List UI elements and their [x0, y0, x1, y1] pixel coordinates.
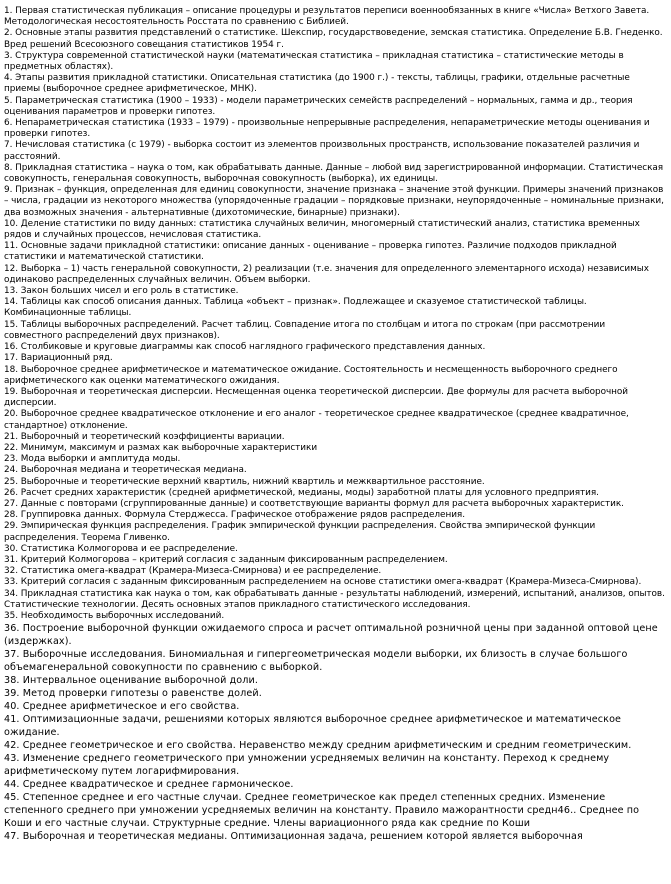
item-text: Изменение среднего геометрического при умножении усредняемых величин на константу. Переход к среднему арифметическому путем логарифмирования. [4, 753, 610, 778]
item-number: 22 [4, 442, 16, 453]
item-text: Оптимизационные задачи, решениями которых являются выборочное среднее арифметическое и математическое ожидание. [4, 714, 622, 739]
list-item: 27. Данные с повторами (сгруппированные данные) и соответствующие варианты формул для расчета выборочных характеристик. [4, 498, 624, 509]
item-number: 8 [4, 162, 10, 173]
list-item: 20. Выборочное среднее квадратическое отклонение и его аналог - теоретическое среднее квадратическое (среднее квадратичное, стандартное) отклонение. [4, 409, 629, 431]
list-item: 3. Структура современной статистической науки (математическая статистика – прикладная статистика – статистические методы в предметных областях). [4, 50, 624, 73]
item-text: Выборка – 1) часть генеральной совокупности, 2) реализации (т.е. значения для определенного элементарного исхода) независимых одинаково распределенных случайных величин. Объем выборки. [4, 263, 649, 285]
item-number: 28 [4, 510, 16, 521]
list-item: 33. Критерий согласия с заданным фиксированным распределением на основе статистики омега-квадрат (Крамера-Мизеса-Смирнова). [4, 577, 642, 588]
list-item: 23. Мода выборки и амплитуда моды. [4, 454, 181, 465]
list-item: 31. Критерий Колмогорова – критерий согласия с заданным фиксированным распределением. [4, 554, 448, 565]
list-item: 39. Метод проверки гипотезы о равенстве долей. [4, 688, 262, 700]
item-number: 10 [4, 218, 16, 229]
item-number: 20 [4, 409, 16, 420]
list-item: 34. Прикладная статистика как наука о том, как обрабатывать данные - результаты наблюдений, измерений, испытаний, анализов, опытов. Статистические технологии. Десять основных этапов прикладного статистического исследования. [4, 588, 665, 610]
item-number: 15 [4, 319, 16, 330]
item-number: 6 [4, 118, 10, 129]
list-item: 47. Выборочная и теоретическая медианы. Оптимизационная задача, решением которой является выборочная [4, 831, 583, 843]
item-text: Структура современной статистической науки (математическая статистика – прикладная статистика – статистические методы в предметных областях). [4, 50, 624, 73]
list-item: 2. Основные этапы развития представлений о статистике. Шекспир, государствоведение, земская статистика. Определение Б.В. Гнеденко. Вред решений Всесоюзного совещания статистиков 1954 г. [4, 28, 663, 50]
item-text: Эмпирическая функция распределения. График эмпирической функции распределения. Свойства эмпирической функции распределения. Теорема Гливенко. [4, 521, 596, 543]
item-text: Прикладная статистика как наука о том, как обрабатывать данные - результаты наблюдений, измерений, испытаний, анализов, опытов. Статистические технологии. Десять основных этапов прикладного статистического исследования. [4, 588, 665, 610]
item-number: 38 [4, 675, 17, 687]
item-text: Выборочная медиана и теоретическая медиана. [20, 465, 247, 476]
list-item: 4. Этапы развития прикладной статистики. Описательная статистика (до 1900 г.) - тексты, таблицы, графики, отдельные расчетные приемы (выборочное среднее арифметическое, МНК). [4, 73, 630, 95]
list-item: 1. Первая статистическая публикация – описание процедуры и результатов переписи военнообязанных в книге «Числа» Ветхого Завета. Методологическая несостоятельность Росстата по сравнению с Библией. [4, 6, 650, 28]
item-text: Статистика Колмогорова и ее распределение. [20, 543, 238, 554]
list-item: 40. Среднее арифметическое и его свойства. [4, 701, 240, 713]
list-item: 44. Среднее квадратическое и среднее гармоническое. [4, 779, 294, 791]
list-item: 16. Столбиковые и круговые диаграммы как способ наглядного графического представления данных. [4, 342, 486, 353]
list-item: 45. Степенное среднее и его частные случаи. Среднее геометрическое как предел степенных средних. Изменение степенного среднего при умножении усредняемых величин на константу. Правило мажорантности средн46.. Среднее по Коши и его частные случаи. Структурные средние. Члены вариационного ряда как средние по Коши [4, 792, 640, 830]
item-number: 18 [4, 364, 16, 375]
item-number: 24 [4, 465, 16, 476]
list-item: 42. Среднее геометрическое и его свойства. Неравенство между средним арифметическим и средним геометрическим. [4, 740, 632, 752]
item-number: 41 [4, 714, 17, 726]
item-text: Интервальное оценивание выборочной доли. [22, 675, 258, 687]
item-text: Нечисловая статистика (с 1979) - выборка состоит из элементов произвольных пространств, использование показателей различия и расстояний. [4, 140, 640, 162]
list-item: 30. Статистика Колмогорова и ее распределение. [4, 543, 238, 554]
item-text: Параметрическая статистика (1900 – 1933) - модели параметрических семейств распределений – нормальных, гамма и др., теория оценивания параметров и проверки гипотез. [4, 95, 633, 117]
item-number: 2 [4, 28, 10, 39]
item-text: Критерий Колмогорова – критерий согласия с заданным фиксированным распределением. [20, 554, 448, 565]
list-item: 24. Выборочная медиана и теоретическая медиана. [4, 465, 247, 476]
item-text: Выборочные исследования. Биномиальная и гипергеометрическая модели выборки, их близость в случае большого объемагенеральной совокупности по сравнению с выборкой. [4, 649, 628, 674]
item-number: 44 [4, 779, 17, 791]
item-text: Метод проверки гипотезы о равенстве долей. [22, 688, 262, 700]
list-item: 25. Выборочные и теоретические верхний квартиль, нижний квартиль и межквартильное расстояние. [4, 476, 485, 487]
item-number: 21 [4, 431, 16, 442]
list-item: 8. Прикладная статистика – наука о том, как обрабатывать данные. Данные – любой вид зарегистрированной информации. Статистическая совокупность, генеральная совокупность, выборочная совокупность (выборка), их единицы. [4, 162, 664, 185]
item-number: 29 [4, 521, 16, 532]
list-item: 36. Построение выборочной функции ожидаемого спроса и расчет оптимальной розничной цены при заданной оптовой цене (издержках). [4, 623, 658, 648]
item-number: 12 [4, 263, 16, 274]
item-text: Столбиковые и круговые диаграммы как способ наглядного графического представления данных. [20, 342, 486, 353]
item-text: Прикладная статистика – наука о том, как обрабатывать данные. Данные – любой вид зарегистрированной информации. Статистическая совокупность, генеральная совокупность, выборочная совокупность (выборка), их единицы. [4, 162, 664, 185]
item-text: Данные с повторами (сгруппированные данные) и соответствующие варианты формул для расчета выборочных характеристик. [20, 498, 624, 509]
item-text: Построение выборочной функции ожидаемого спроса и расчет оптимальной розничной цены при заданной оптовой цене (издержках). [4, 623, 658, 648]
item-text: Расчет средних характеристик (средней арифметической, медианы, моды) заработной платы для условного предприятия. [20, 487, 599, 498]
item-number: 25 [4, 476, 16, 487]
list-item: 26. Расчет средних характеристик (средней арифметической, медианы, моды) заработной платы для условного предприятия. [4, 487, 599, 498]
list-item: 38. Интервальное оценивание выборочной доли. [4, 675, 258, 687]
item-text: Выборочное среднее арифметическое и математическое ожидание. Состоятельность и несмещенность выборочного среднего арифметического как оценки математического ожидания. [4, 364, 618, 386]
item-text: Выборочные и теоретические верхний квартиль, нижний квартиль и межквартильное расстояние. [20, 476, 485, 487]
item-number: 39 [4, 688, 17, 700]
item-number: 40 [4, 701, 17, 713]
item-number: 36 [4, 623, 17, 635]
list-item: 18. Выборочное среднее арифметическое и математическое ожидание. Состоятельность и несмещенность выборочного среднего арифметического как оценки математического ожидания. [4, 364, 618, 386]
item-number: 7 [4, 140, 10, 151]
item-text: Признак – функция, определенная для единиц совокупности, значение признака – значение этой функции. Примеры значений признаков – числа, градации из некоторого множества (упорядоченные градации – порядковые признаки, неупорядоченные – номинальные признаки, два возможных значения - альтернативные (дихотомические, бинарные) признаки). [4, 185, 664, 218]
item-text: Статистика омега-квадрат (Крамера-Мизеса-Смирнова) и ее распределение. [20, 566, 382, 577]
list-item: 37. Выборочные исследования. Биномиальная и гипергеометрическая модели выборки, их близость в случае большого объемагенеральной совокупности по сравнению с выборкой. [4, 649, 628, 674]
list-item: 43. Изменение среднего геометрического при умножении усредняемых величин на константу. Переход к среднему арифметическому путем логарифмирования. [4, 753, 610, 778]
item-number: 47 [4, 831, 17, 843]
list-item: 17. Вариационный ряд. [4, 353, 113, 364]
item-number: 34 [4, 588, 16, 599]
item-number: 45 [4, 792, 17, 804]
document-body [4, 6, 666, 843]
list-item: 7. Нечисловая статистика (с 1979) - выборка состоит из элементов произвольных пространств, использование показателей различия и расстояний. [4, 140, 640, 162]
item-number: 4 [4, 73, 10, 84]
list-item: 21. Выборочный и теоретический коэффициенты вариации. [4, 431, 285, 442]
item-number: 31 [4, 554, 16, 565]
list-item: 12. Выборка – 1) часть генеральной совокупности, 2) реализации (т.е. значения для определенного элементарного исхода) независимых одинаково распределенных случайных величин. Объем выборки. [4, 263, 649, 285]
item-number: 19 [4, 386, 16, 397]
item-number: 11 [4, 241, 16, 252]
item-text: Непараметрическая статистика (1933 – 1979) - произвольные непрерывные распределения, непараметрические методы оценивания и проверки гипотез. [4, 118, 650, 140]
list-item: 9. Признак – функция, определенная для единиц совокупности, значение признака – значение этой функции. Примеры значений признаков – числа, градации из некоторого множества (упорядоченные градации – порядковые признаки, неупорядоченные – номинальные признаки, два возможных значения - альтернативные (дихотомические, бинарные) признаки). [4, 185, 664, 218]
item-number: 17 [4, 353, 16, 364]
list-item: 28. Группировка данных. Формула Стерджесса. Графическое отображение рядов распределения. [4, 510, 465, 521]
list-item: 32. Статистика омега-квадрат (Крамера-Мизеса-Смирнова) и ее распределение. [4, 566, 382, 577]
item-number: 42 [4, 740, 17, 752]
item-number: 5 [4, 95, 10, 106]
item-number: 37 [4, 649, 17, 661]
item-text: Этапы развития прикладной статистики. Описательная статистика (до 1900 г.) - тексты, таблицы, графики, отдельные расчетные приемы (выборочное среднее арифметическое, МНК). [4, 73, 630, 95]
list-item: 29. Эмпирическая функция распределения. График эмпирической функции распределения. Свойства эмпирической функции распределения. Теорема Гливенко. [4, 521, 596, 543]
item-number: 33 [4, 577, 16, 588]
item-text: Выборочная и теоретическая медианы. Оптимизационная задача, решением которой является выборочная [22, 831, 583, 843]
item-number: 43 [4, 753, 17, 765]
item-text: Степенное среднее и его частные случаи. Среднее геометрическое как предел степенных средних. Изменение степенного среднего при умножении усредняемых величин на константу. Правило мажорантности средн46.. Среднее по Коши и его частные случаи. Структурные средние. Члены вариационного ряда как средние по Коши [4, 792, 640, 830]
item-number: 35 [4, 610, 16, 621]
item-text: Мода выборки и амплитуда моды. [20, 454, 181, 465]
list-item: 35. Необходимость выборочных исследований. [4, 610, 225, 621]
item-text: Первая статистическая публикация – описание процедуры и результатов переписи военнообязанных в книге «Числа» Ветхого Завета. Методологическая несостоятельность Росстата по сравнению с Библией. [4, 6, 650, 28]
item-number: 32 [4, 566, 16, 577]
item-number: 26 [4, 487, 16, 498]
item-number: 13 [4, 286, 16, 297]
list-item: 10. Деление статистики по виду данных: статистика случайных величин, многомерный статистический анализ, статистика временных рядов и случайных процессов, нечисловая статистика. [4, 218, 640, 241]
list-item: 22. Минимум, максимум и размах как выборочные характеристики [4, 442, 318, 453]
item-text: Основные задачи прикладной статистики: описание данных - оценивание – проверка гипотез. Различие подходов прикладной статистики и математической статистики. [4, 241, 617, 263]
item-text: Необходимость выборочных исследований. [20, 610, 225, 621]
item-text: Среднее геометрическое и его свойства. Неравенство между средним арифметическим и средним геометрическим. [22, 740, 632, 752]
item-number: 27 [4, 498, 16, 509]
list-item: 6. Непараметрическая статистика (1933 – 1979) - произвольные непрерывные распределения, непараметрические методы оценивания и проверки гипотез. [4, 118, 650, 140]
item-text: Среднее арифметическое и его свойства. [22, 701, 240, 713]
item-number: 16 [4, 342, 16, 353]
item-text: Выборочный и теоретический коэффициенты вариации. [20, 431, 285, 442]
item-text: Закон больших чисел и его роль в статистике. [20, 286, 239, 297]
item-number: 30 [4, 543, 16, 554]
item-number: 1 [4, 6, 10, 16]
item-text: Деление статистики по виду данных: статистика случайных величин, многомерный статистический анализ, статистика временных рядов и случайных процессов, нечисловая статистика. [4, 218, 640, 241]
item-text: Среднее квадратическое и среднее гармоническое. [22, 779, 294, 791]
list-item: 41. Оптимизационные задачи, решениями которых являются выборочное среднее арифметическое и математическое ожидание. [4, 714, 622, 739]
list-item: 19. Выборочная и теоретическая дисперсии. Несмещенная оценка теоретической дисперсии. Две формулы для расчета выборочной дисперсии. [4, 386, 629, 409]
list-item: 14. Таблицы как способ описания данных. Таблица «объект – признак». Подлежащее и сказуемое статистической таблицы. Комбинационные таблицы. [4, 297, 587, 319]
item-text: Выборочная и теоретическая дисперсии. Несмещенная оценка теоретической дисперсии. Две формулы для расчета выборочной дисперсии. [4, 386, 629, 409]
item-text: Вариационный ряд. [20, 353, 113, 364]
item-number: 3 [4, 50, 10, 61]
item-number: 23 [4, 454, 16, 465]
list-item: 5. Параметрическая статистика (1900 – 1933) - модели параметрических семейств распределений – нормальных, гамма и др., теория оценивания параметров и проверки гипотез. [4, 95, 633, 117]
item-text: Основные этапы развития представлений о статистике. Шекспир, государствоведение, земская статистика. Определение Б.В. Гнеденко. Вред решений Всесоюзного совещания статистиков 1954 г. [4, 28, 663, 50]
item-number: 14 [4, 297, 16, 308]
list-item: 11. Основные задачи прикладной статистики: описание данных - оценивание – проверка гипотез. Различие подходов прикладной статистики и математической статистики. [4, 241, 617, 263]
list-item: 13. Закон больших чисел и его роль в статистике. [4, 286, 239, 297]
item-text: Выборочное среднее квадратическое отклонение и его аналог - теоретическое среднее квадратическое (среднее квадратичное, стандартное) отклонение. [4, 409, 629, 431]
item-number: 9 [4, 185, 10, 196]
item-text: Критерий согласия с заданным фиксированным распределением на основе статистики омега-квадрат (Крамера-Мизеса-Смирнова). [20, 577, 642, 588]
item-text: Таблицы как способ описания данных. Таблица «объект – признак». Подлежащее и сказуемое статистической таблицы. Комбинационные таблицы. [4, 297, 587, 319]
item-text: Группировка данных. Формула Стерджесса. Графическое отображение рядов распределения. [20, 510, 465, 521]
list-item: 15. Таблицы выборочных распределений. Расчет таблиц. Совпадение итога по столбцам и итога по строкам (при рассмотрении совместного распределений двух признаков). [4, 319, 606, 341]
item-text: Таблицы выборочных распределений. Расчет таблиц. Совпадение итога по столбцам и итога по строкам (при рассмотрении совместного распределений двух признаков). [4, 319, 606, 341]
item-text: Минимум, максимум и размах как выборочные характеристики [20, 442, 318, 453]
